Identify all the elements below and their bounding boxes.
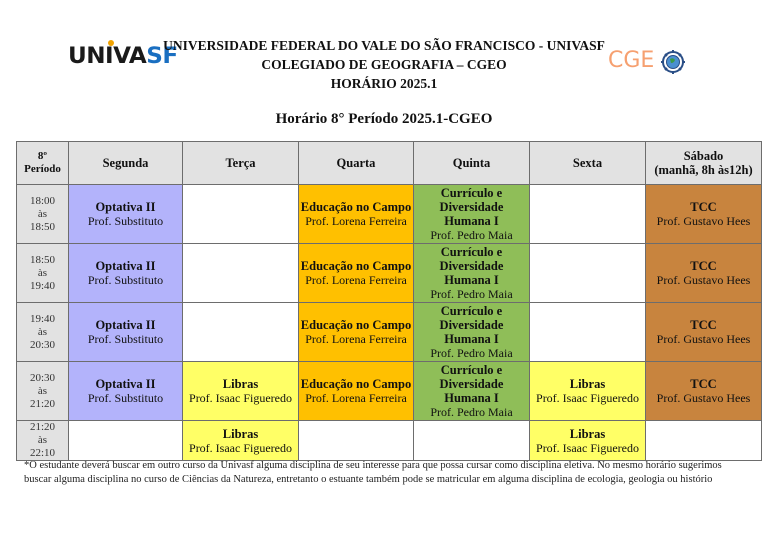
professor-name: Prof. Gustavo Hees — [656, 273, 751, 287]
professor-name: Prof. Pedro Maia — [430, 405, 513, 419]
professor-name: Prof. Substituto — [87, 332, 164, 346]
professor-name: Prof. Pedro Maia — [430, 346, 513, 360]
empty-cell-monday — [69, 421, 183, 461]
time-text: 18:50 — [29, 253, 56, 266]
time-text: às — [37, 434, 48, 446]
empty-cell-friday — [530, 185, 646, 244]
class-cell-tuesday — [183, 362, 299, 421]
empty-cell-tuesday — [183, 185, 299, 244]
class-cell-saturday — [646, 303, 762, 362]
time-text: às — [37, 207, 48, 220]
subject-name: Educação no Campo — [300, 377, 412, 391]
subject-name: TCC — [690, 259, 717, 273]
time-text: 18:50 — [29, 220, 56, 233]
subject-name: Optativa II — [95, 200, 156, 214]
subject-name: TCC — [690, 200, 717, 214]
institution-header — [0, 36, 768, 93]
logo-text-main: UNIVA — [68, 44, 147, 69]
logo-text-accent: SF — [146, 44, 178, 69]
empty-cell-thursday — [414, 421, 530, 461]
time-text: 22:10 — [29, 447, 56, 459]
professor-name: Prof. Gustavo Hees — [656, 214, 751, 228]
schedule-row — [17, 421, 762, 461]
time-text: 20:30 — [29, 371, 56, 384]
time-slot — [17, 303, 69, 362]
schedule-table — [16, 141, 762, 461]
schedule-row — [17, 303, 762, 362]
class-cell-monday — [69, 303, 183, 362]
department-name: COLEGIADO DE GEOGRAFIA – CGEO — [261, 57, 507, 72]
class-cell-wednesday — [299, 362, 414, 421]
subject-name: Libras — [569, 377, 606, 391]
subject-name: Libras — [222, 426, 259, 441]
subject-name: Libras — [222, 377, 259, 391]
time-text: 21:20 — [29, 397, 56, 410]
empty-cell-tuesday — [183, 303, 299, 362]
class-cell-saturday — [646, 244, 762, 303]
professor-name: Prof. Substituto — [87, 214, 164, 228]
subject-name: Currículo e Diversidade Humana I — [439, 304, 504, 346]
schedule-row — [17, 244, 762, 303]
class-cell-friday — [530, 362, 646, 421]
professor-name: Prof. Isaac Figueredo — [189, 391, 292, 405]
schedule-title: Horário 8° Período 2025.1-CGEO — [275, 111, 493, 127]
professor-name: Prof. Lorena Ferreira — [305, 391, 407, 405]
class-cell-wednesday — [299, 185, 414, 244]
empty-cell-friday — [530, 244, 646, 303]
professor-name: Prof. Isaac Figueredo — [189, 440, 292, 455]
class-cell-monday — [69, 362, 183, 421]
professor-name: Prof. Substituto — [87, 391, 164, 405]
footnote: *O estudante deverá buscar em outro curso da Univasf alguma disciplina de seu interesse para que possa cursar como disciplina eletiva. No mesmo horário sugerimos buscar alguma disciplina no curso de Ciências da Natureza, entretanto o estuante também pode se matricular em alguma disciplina de ecologia, geologia ou histório — [24, 460, 722, 485]
professor-name: Prof. Isaac Figueredo — [536, 391, 639, 405]
professor-name: Prof. Pedro Maia — [430, 287, 513, 301]
time-text: 18:00 — [29, 194, 56, 207]
subject-name: Educação no Campo — [300, 200, 412, 214]
schedule-term: HORÁRIO 2025.1 — [330, 76, 438, 91]
day-header-monday: Segunda — [69, 142, 183, 185]
time-slot — [17, 421, 69, 461]
subject-name: Currículo e Diversidade Humana I — [439, 245, 504, 287]
professor-name: Prof. Substituto — [87, 273, 164, 287]
empty-cell-wednesday — [299, 421, 414, 461]
class-cell-monday — [69, 244, 183, 303]
subject-name: TCC — [690, 377, 717, 391]
day-header-friday: Sexta — [530, 142, 646, 185]
time-slot — [17, 244, 69, 303]
time-text: 20:30 — [29, 338, 56, 351]
cgeo-logo-text: CGE — [608, 48, 655, 73]
subject-name: TCC — [690, 318, 717, 332]
subject-name: Educação no Campo — [300, 259, 412, 273]
class-cell-thursday — [414, 244, 530, 303]
time-text: 19:40 — [29, 312, 56, 325]
professor-name: Prof. Gustavo Hees — [656, 391, 751, 405]
class-cell-friday — [530, 421, 646, 461]
empty-cell-friday — [530, 303, 646, 362]
class-cell-thursday — [414, 362, 530, 421]
subject-name: Currículo e Diversidade Humana I — [439, 186, 504, 228]
university-name: UNIVERSIDADE FEDERAL DO VALE DO SÃO FRANCISCO - UNIVASF — [163, 38, 605, 53]
class-cell-tuesday — [183, 421, 299, 461]
subject-name: Optativa II — [95, 377, 156, 391]
professor-name: Prof. Lorena Ferreira — [305, 332, 407, 346]
time-text: 21:20 — [29, 421, 56, 433]
header-row — [17, 142, 762, 185]
professor-name: Prof. Isaac Figueredo — [536, 440, 639, 455]
subject-name: Optativa II — [95, 318, 156, 332]
schedule-row — [17, 185, 762, 244]
class-cell-saturday — [646, 362, 762, 421]
subject-name: Optativa II — [95, 259, 156, 273]
professor-name: Prof. Lorena Ferreira — [305, 273, 407, 287]
time-text: às — [37, 325, 48, 338]
professor-name: Prof. Pedro Maia — [430, 228, 513, 242]
subject-name: Libras — [569, 426, 606, 441]
class-cell-thursday — [414, 303, 530, 362]
class-cell-wednesday — [299, 244, 414, 303]
class-cell-monday — [69, 185, 183, 244]
day-header-saturday: Sábado (manhã, 8h às12h) — [646, 142, 762, 185]
time-text: às — [37, 266, 48, 279]
schedule-row — [17, 362, 762, 421]
time-text: 19:40 — [29, 279, 56, 292]
day-header-wednesday: Quarta — [299, 142, 414, 185]
period-header: 8º Período — [17, 142, 69, 185]
day-header-thursday: Quinta — [414, 142, 530, 185]
professor-name: Prof. Lorena Ferreira — [305, 214, 407, 228]
empty-cell-saturday — [646, 421, 762, 461]
class-cell-saturday — [646, 185, 762, 244]
day-header-tuesday: Terça — [183, 142, 299, 185]
time-slot — [17, 185, 69, 244]
subject-name: Educação no Campo — [300, 318, 412, 332]
class-cell-wednesday — [299, 303, 414, 362]
empty-cell-tuesday — [183, 244, 299, 303]
time-text: às — [37, 384, 48, 397]
subject-name: Currículo e Diversidade Humana I — [439, 363, 504, 405]
time-slot — [17, 362, 69, 421]
professor-name: Prof. Gustavo Hees — [656, 332, 751, 346]
class-cell-thursday — [414, 185, 530, 244]
